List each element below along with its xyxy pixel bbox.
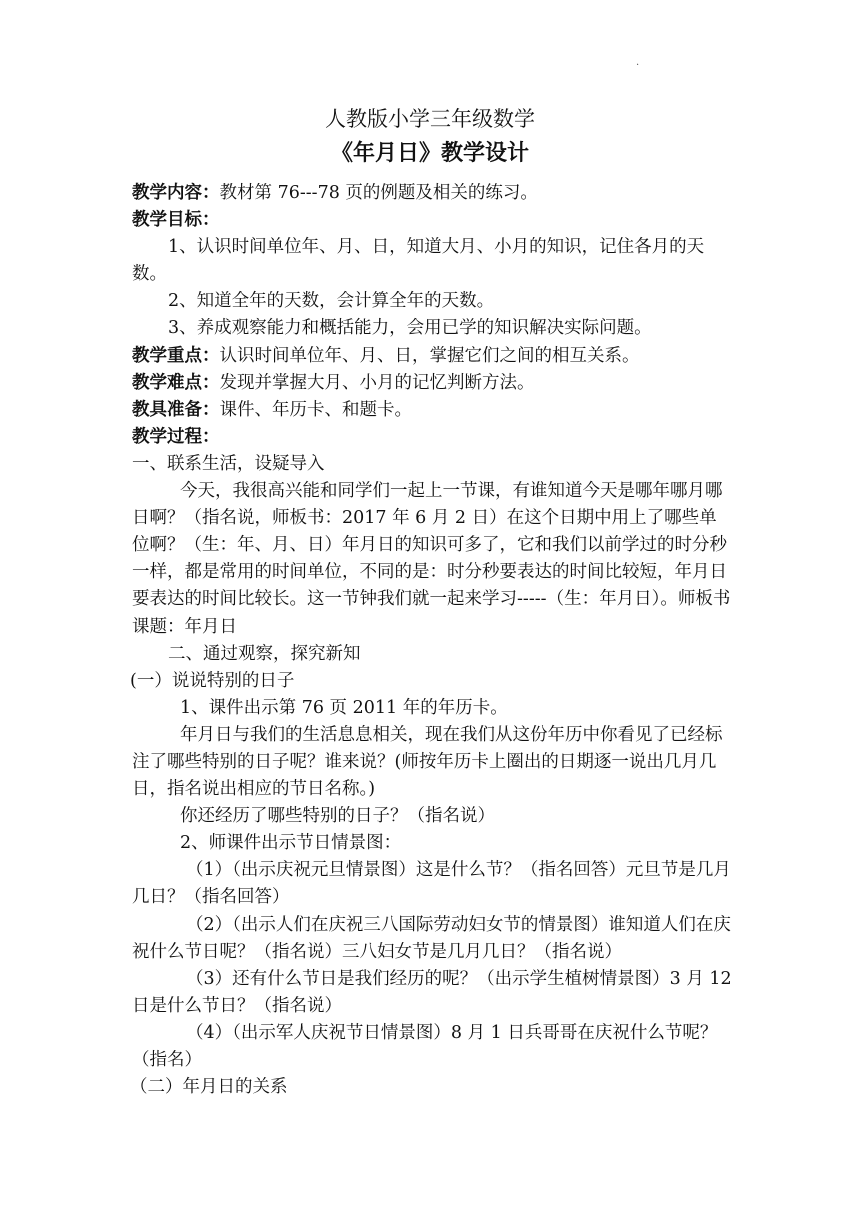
section-2-heading: 二、通过观察，探究新知 — [168, 643, 361, 664]
question-3: （3）还有什么节日是我们经历的呢？（出示学生植树情景图）3 月 12 日是什么节日？（指名说） — [132, 968, 732, 1016]
goal-3: 3、养成观察能力和概括能力，会用已学的知识解决实际问题。 — [168, 318, 652, 339]
text-difficulties: 发现并掌握大月、小月的记忆判断方法。 — [219, 372, 535, 393]
step-2: 2、师课件出示节日情景图： — [180, 833, 402, 854]
subsection-1-heading: (一）说说特别的日子 — [130, 670, 295, 691]
goal-1: 1、认识时间单位年、月、日，知道大月、小月的知识，记住各月的天数。 — [132, 237, 705, 285]
section-1-heading: 一、联系生活，设疑导入 — [132, 453, 325, 474]
label-process: 教学过程： — [132, 426, 220, 447]
teaching-content — [132, 180, 732, 207]
label-difficulties: 教学难点： — [132, 372, 220, 393]
paragraph-experience: 你还经历了哪些特别的日子？（指名说） — [180, 806, 495, 827]
goal-2: 2、知道全年的天数，会计算全年的天数。 — [168, 291, 495, 312]
document-subtitle: 人教版小学三年级数学 — [325, 107, 535, 131]
document-body — [132, 180, 732, 1101]
corner-dot: . — [636, 57, 640, 68]
question-1: （1）（出示庆祝元旦情景图）这是什么节？（指名回答）元旦节是几月几日？（指名回答） — [132, 860, 731, 908]
paragraph-intro: 今天，我很高兴能和同学们一起上一节课，有谁知道今天是哪年哪月哪日啊？（指名说，师板书：2017 年 6 月 2 日）在这个日期中用上了哪些单位啊？（生：年、月、日）年月日的知识可多了，它和我们以前学过的时分秒一样，都是常用的时间单位，不同的是：时分秒要表达的时间比较短，年月日要表达的时间比较长。这一节钟我们就一起来学习-----（生：年月日）。师板书课题：年月日 — [132, 481, 731, 637]
paragraph-calendar: 年月日与我们的生活息息相关，现在我们从这份年历中你看见了已经标注了哪些特别的日子呢？谁来说？(师按年历卡上圈出的日期逐一说出几月几日，指名说出相应的节日名称。) — [132, 724, 723, 800]
label-teaching-goals: 教学目标： — [132, 210, 220, 231]
teaching-materials — [132, 397, 732, 424]
question-2: （2）（出示人们在庆祝三八国际劳动妇女节的情景图）谁知道人们在庆祝什么节日呢？（指名说）三八妇女节是几月几日？（指名说） — [132, 914, 731, 962]
label-key-points: 教学重点： — [132, 345, 220, 366]
subsection-2-heading: （二）年月日的关系 — [130, 1077, 288, 1098]
text-key-points: 认识时间单位年、月、日，掌握它们之间的相互关系。 — [219, 345, 640, 366]
document-title: 《年月日》教学设计 — [330, 140, 529, 166]
step-1: 1、课件出示第 76 页 2011 年的年历卡。 — [180, 697, 508, 718]
text-materials: 课件、年历卡、和题卡。 — [219, 399, 412, 420]
text-teaching-content: 教材第 76---78 页的例题及相关的练习。 — [219, 183, 538, 203]
teaching-process-heading — [132, 424, 732, 451]
label-materials: 教具准备： — [132, 399, 220, 420]
teaching-difficulties — [132, 370, 732, 397]
label-teaching-content: 教学内容： — [132, 183, 220, 203]
teaching-key-points — [132, 343, 732, 370]
teaching-goals-heading — [132, 207, 732, 234]
question-4: （4）（出示军人庆祝节日情景图）8 月 1 日兵哥哥在庆祝什么节呢？（指名） — [132, 1022, 718, 1070]
